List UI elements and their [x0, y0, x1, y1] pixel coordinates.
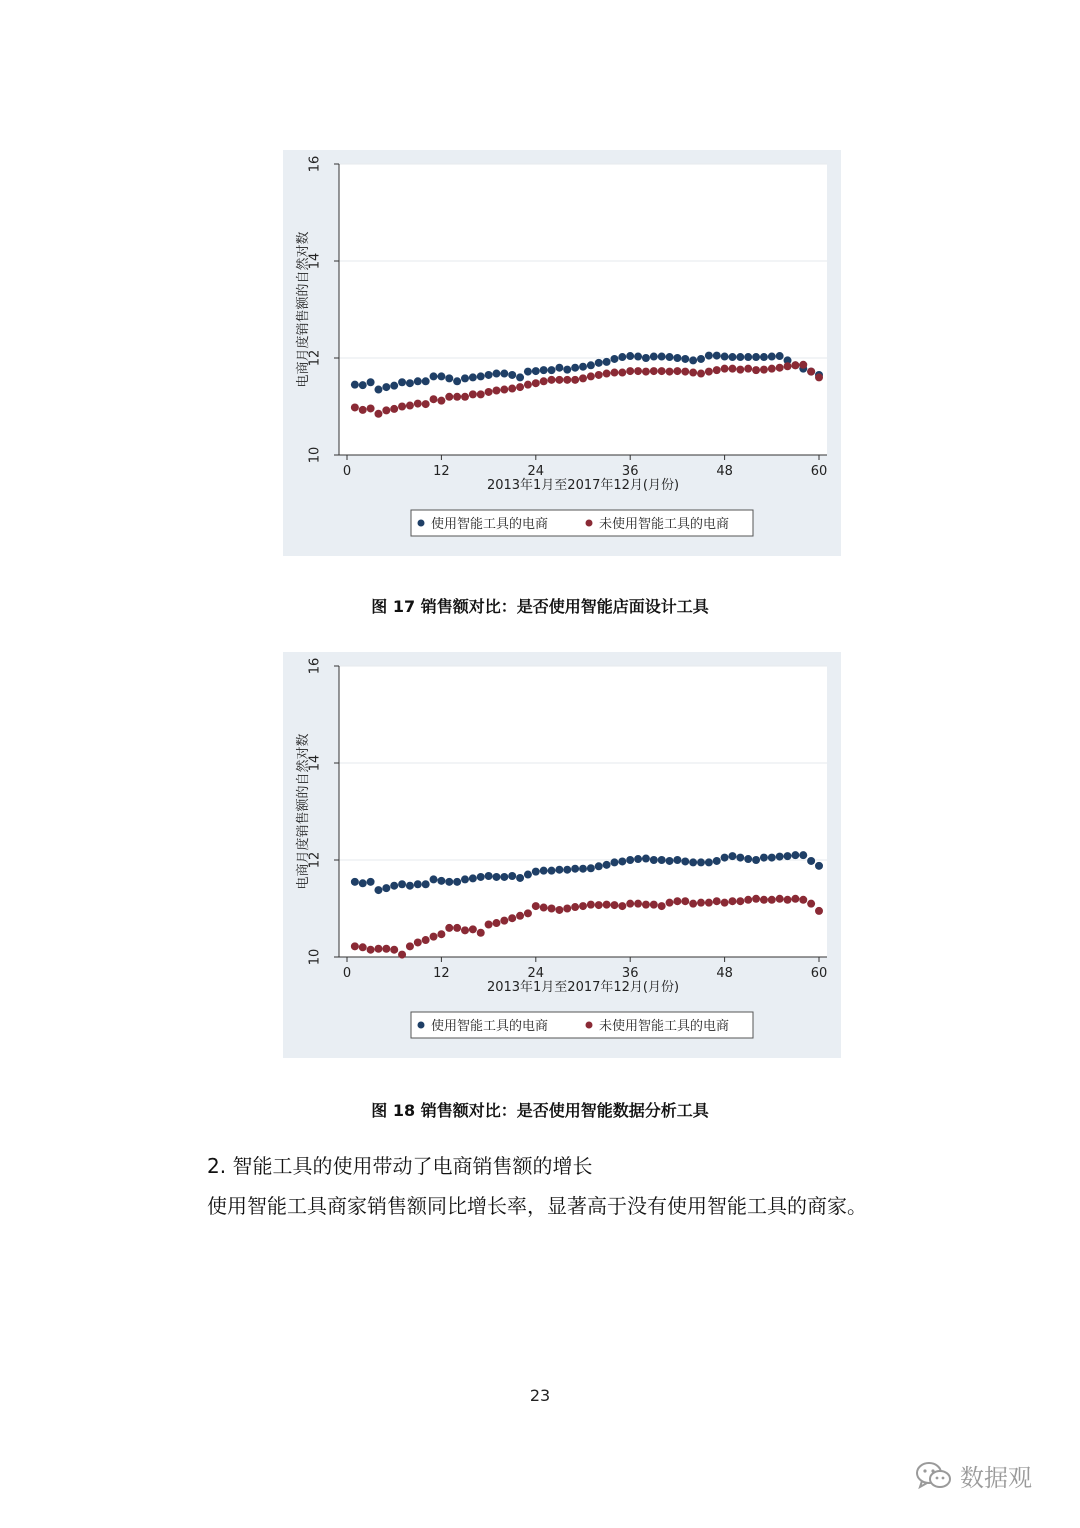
wechat-icon — [914, 1459, 954, 1493]
point-no-tools — [736, 366, 744, 374]
point-no-tools — [563, 905, 571, 913]
x-tick-label: 24 — [527, 464, 545, 479]
point-no-tools — [689, 900, 697, 908]
section-heading: 2. 智能工具的使用带动了电商销售额的增长 — [207, 1154, 593, 1178]
point-tools — [477, 372, 485, 380]
point-tools — [752, 856, 760, 864]
figure-18 — [283, 652, 841, 1058]
point-tools — [540, 366, 548, 374]
point-no-tools — [351, 942, 359, 950]
y-tick-label: 10 — [307, 446, 323, 464]
point-tools — [681, 857, 689, 865]
point-tools — [430, 875, 438, 883]
point-tools — [642, 855, 650, 863]
point-tools — [359, 381, 367, 389]
point-tools — [516, 373, 524, 381]
point-no-tools — [681, 368, 689, 376]
point-no-tools — [760, 366, 768, 374]
point-no-tools — [422, 400, 430, 408]
point-no-tools — [548, 905, 556, 913]
point-no-tools — [453, 924, 461, 932]
point-no-tools — [721, 365, 729, 373]
point-no-tools — [579, 902, 587, 910]
point-no-tools — [603, 370, 611, 378]
legend-marker-no-tools — [586, 1022, 593, 1029]
point-tools — [681, 355, 689, 363]
point-no-tools — [768, 365, 776, 373]
chart-17 — [283, 150, 841, 556]
point-tools — [650, 353, 658, 361]
point-tools — [705, 352, 713, 360]
point-tools — [532, 868, 540, 876]
legend-label-tools: 使用智能工具的电商 — [431, 1019, 549, 1034]
point-tools — [540, 867, 548, 875]
x-tick-label: 48 — [716, 464, 733, 479]
point-tools — [807, 857, 815, 865]
point-tools — [461, 875, 469, 883]
point-tools — [532, 367, 540, 375]
chart-18 — [283, 652, 841, 1058]
point-tools — [728, 353, 736, 361]
figure-caption-18: 图 18 销售额对比：是否使用智能数据分析工具 — [371, 1101, 709, 1120]
point-no-tools — [760, 896, 768, 904]
point-no-tools — [595, 371, 603, 379]
point-tools — [485, 371, 493, 379]
page-number: 23 — [529, 1386, 551, 1405]
point-tools — [673, 354, 681, 362]
point-tools — [760, 854, 768, 862]
point-tools — [469, 874, 477, 882]
point-tools — [776, 352, 784, 360]
point-tools — [469, 373, 477, 381]
point-tools — [524, 871, 532, 879]
point-no-tools — [406, 402, 414, 410]
chart-legend — [411, 510, 753, 536]
point-tools — [587, 361, 595, 369]
point-no-tools — [587, 372, 595, 380]
point-tools — [610, 858, 618, 866]
point-tools — [658, 353, 666, 361]
point-no-tools — [500, 917, 508, 925]
y-tick-label: 12 — [307, 349, 323, 367]
point-no-tools — [351, 403, 359, 411]
point-tools — [618, 857, 626, 865]
point-tools — [642, 354, 650, 362]
point-no-tools — [642, 368, 650, 376]
point-no-tools — [603, 901, 611, 909]
figure-caption-17: 图 17 销售额对比：是否使用智能店面设计工具 — [371, 597, 709, 616]
point-no-tools — [571, 903, 579, 911]
point-tools — [697, 355, 705, 363]
x-tick-label: 60 — [810, 966, 828, 981]
point-tools — [422, 377, 430, 385]
y-tick-label: 14 — [307, 754, 323, 772]
point-tools — [610, 355, 618, 363]
point-no-tools — [650, 367, 658, 375]
point-no-tools — [492, 919, 500, 927]
point-no-tools — [776, 364, 784, 372]
point-no-tools — [776, 895, 784, 903]
point-no-tools — [666, 899, 674, 907]
point-tools — [445, 374, 453, 382]
point-no-tools — [658, 902, 666, 910]
point-no-tools — [485, 388, 493, 396]
point-no-tools — [571, 376, 579, 384]
point-tools — [382, 884, 390, 892]
point-tools — [414, 377, 422, 385]
point-no-tools — [540, 377, 548, 385]
x-tick-label: 24 — [527, 966, 545, 981]
point-no-tools — [587, 901, 595, 909]
point-tools — [603, 861, 611, 869]
legend-label-tools: 使用智能工具的电商 — [431, 517, 549, 532]
point-tools — [768, 854, 776, 862]
point-tools — [422, 880, 430, 888]
point-tools — [500, 370, 508, 378]
point-tools — [666, 353, 674, 361]
point-no-tools — [398, 403, 406, 411]
point-tools — [697, 858, 705, 866]
x-tick-label: 60 — [810, 464, 828, 479]
point-tools — [367, 878, 375, 886]
point-no-tools — [721, 899, 729, 907]
point-no-tools — [469, 390, 477, 398]
point-tools — [689, 356, 697, 364]
point-tools — [359, 879, 367, 887]
point-tools — [666, 857, 674, 865]
point-tools — [430, 372, 438, 380]
point-tools — [713, 857, 721, 865]
point-no-tools — [697, 899, 705, 907]
point-tools — [626, 352, 634, 360]
point-tools — [485, 872, 493, 880]
plot-area — [339, 666, 827, 957]
point-no-tools — [744, 365, 752, 373]
point-tools — [799, 851, 807, 859]
point-no-tools — [524, 909, 532, 917]
y-tick-label: 16 — [307, 657, 323, 675]
point-no-tools — [626, 367, 634, 375]
point-no-tools — [807, 368, 815, 376]
point-tools — [508, 872, 516, 880]
point-tools — [618, 353, 626, 361]
point-no-tools — [532, 902, 540, 910]
point-no-tools — [610, 369, 618, 377]
point-tools — [374, 886, 382, 894]
point-tools — [721, 353, 729, 361]
point-no-tools — [791, 895, 799, 903]
x-tick-label: 12 — [433, 464, 450, 479]
point-no-tools — [461, 926, 469, 934]
point-tools — [500, 873, 508, 881]
point-no-tools — [744, 896, 752, 904]
point-tools — [382, 383, 390, 391]
point-tools — [791, 851, 799, 859]
point-no-tools — [768, 896, 776, 904]
x-tick-label: 12 — [433, 966, 450, 981]
point-no-tools — [398, 951, 406, 959]
chart-legend — [411, 1012, 753, 1038]
x-tick-label: 36 — [621, 966, 639, 981]
point-no-tools — [807, 900, 815, 908]
point-tools — [713, 352, 721, 360]
point-no-tools — [634, 900, 642, 908]
point-no-tools — [406, 942, 414, 950]
x-tick-label: 48 — [716, 966, 733, 981]
point-tools — [650, 856, 658, 864]
point-no-tools — [815, 907, 823, 915]
x-tick-label: 0 — [342, 464, 352, 479]
point-no-tools — [445, 924, 453, 932]
point-no-tools — [532, 379, 540, 387]
point-tools — [563, 366, 571, 374]
point-no-tools — [595, 901, 603, 909]
point-tools — [736, 854, 744, 862]
point-tools — [477, 873, 485, 881]
point-tools — [744, 855, 752, 863]
point-no-tools — [485, 921, 493, 929]
point-no-tools — [492, 386, 500, 394]
point-no-tools — [359, 406, 367, 414]
x-tick-label: 0 — [342, 966, 352, 981]
legend-label-no-tools: 未使用智能工具的电商 — [599, 517, 730, 532]
figure-17 — [283, 150, 841, 556]
plot-area — [339, 164, 827, 455]
point-no-tools — [461, 393, 469, 401]
point-tools — [634, 353, 642, 361]
x-axis-title: 2013年1月至2017年12月(月份) — [486, 980, 680, 995]
point-tools — [492, 370, 500, 378]
point-no-tools — [555, 906, 563, 914]
point-no-tools — [548, 376, 556, 384]
point-tools — [736, 353, 744, 361]
point-no-tools — [437, 930, 445, 938]
point-no-tools — [689, 369, 697, 377]
point-tools — [744, 353, 752, 361]
point-no-tools — [610, 901, 618, 909]
x-tick-label: 36 — [621, 464, 639, 479]
point-tools — [752, 353, 760, 361]
point-no-tools — [697, 370, 705, 378]
y-tick-label: 12 — [307, 851, 323, 869]
point-no-tools — [658, 367, 666, 375]
point-no-tools — [374, 945, 382, 953]
point-tools — [603, 358, 611, 366]
point-no-tools — [508, 385, 516, 393]
point-no-tools — [563, 376, 571, 384]
point-tools — [390, 382, 398, 390]
point-tools — [453, 878, 461, 886]
point-tools — [815, 862, 823, 870]
point-no-tools — [752, 366, 760, 374]
point-tools — [508, 371, 516, 379]
point-tools — [705, 858, 713, 866]
point-tools — [398, 880, 406, 888]
point-no-tools — [752, 895, 760, 903]
point-tools — [721, 854, 729, 862]
point-no-tools — [799, 896, 807, 904]
point-no-tools — [713, 897, 721, 905]
point-no-tools — [382, 406, 390, 414]
point-tools — [351, 878, 359, 886]
point-no-tools — [634, 367, 642, 375]
legend-marker-tools — [418, 1022, 425, 1029]
watermark — [914, 1458, 1032, 1493]
point-no-tools — [791, 361, 799, 369]
point-tools — [461, 374, 469, 382]
point-no-tools — [799, 361, 807, 369]
point-tools — [760, 353, 768, 361]
point-no-tools — [414, 938, 422, 946]
point-tools — [595, 862, 603, 870]
point-tools — [351, 381, 359, 389]
point-tools — [548, 867, 556, 875]
point-no-tools — [579, 374, 587, 382]
point-no-tools — [477, 390, 485, 398]
point-no-tools — [430, 933, 438, 941]
point-no-tools — [524, 381, 532, 389]
point-no-tools — [736, 897, 744, 905]
point-no-tools — [390, 946, 398, 954]
point-tools — [555, 866, 563, 874]
point-tools — [555, 364, 563, 372]
point-no-tools — [705, 368, 713, 376]
x-axis-title: 2013年1月至2017年12月(月份) — [486, 478, 680, 493]
point-no-tools — [382, 945, 390, 953]
point-no-tools — [642, 901, 650, 909]
point-tools — [406, 379, 414, 387]
section-body: 使用智能工具商家销售额同比增长率，显著高于没有使用智能工具的商家。 — [207, 1194, 867, 1218]
point-no-tools — [422, 936, 430, 944]
point-no-tools — [430, 395, 438, 403]
point-no-tools — [681, 897, 689, 905]
point-tools — [571, 364, 579, 372]
point-no-tools — [414, 400, 422, 408]
point-tools — [374, 386, 382, 394]
point-no-tools — [705, 899, 713, 907]
point-no-tools — [516, 912, 524, 920]
point-no-tools — [784, 362, 792, 370]
point-tools — [563, 866, 571, 874]
legend-marker-tools — [418, 520, 425, 527]
point-no-tools — [728, 897, 736, 905]
point-tools — [390, 882, 398, 890]
point-tools — [516, 874, 524, 882]
point-no-tools — [453, 393, 461, 401]
point-no-tools — [508, 914, 516, 922]
point-tools — [784, 852, 792, 860]
point-tools — [437, 372, 445, 380]
y-tick-label: 16 — [307, 155, 323, 173]
point-no-tools — [728, 365, 736, 373]
point-no-tools — [555, 376, 563, 384]
point-tools — [437, 877, 445, 885]
point-no-tools — [359, 943, 367, 951]
legend-label-no-tools: 未使用智能工具的电商 — [599, 1019, 730, 1034]
point-no-tools — [784, 896, 792, 904]
point-tools — [595, 359, 603, 367]
point-no-tools — [469, 925, 477, 933]
point-no-tools — [673, 367, 681, 375]
point-tools — [492, 873, 500, 881]
point-tools — [579, 865, 587, 873]
point-no-tools — [618, 902, 626, 910]
point-tools — [367, 378, 375, 386]
point-no-tools — [815, 373, 823, 381]
point-no-tools — [437, 397, 445, 405]
watermark-text: 数据观 — [960, 1464, 1032, 1492]
point-tools — [768, 353, 776, 361]
point-no-tools — [713, 366, 721, 374]
point-tools — [658, 856, 666, 864]
point-tools — [634, 855, 642, 863]
point-no-tools — [477, 929, 485, 937]
point-tools — [398, 378, 406, 386]
point-no-tools — [618, 369, 626, 377]
point-tools — [406, 882, 414, 890]
point-no-tools — [673, 897, 681, 905]
point-tools — [548, 366, 556, 374]
point-no-tools — [540, 904, 548, 912]
point-no-tools — [666, 368, 674, 376]
y-axis-title: 电商月度销售额的自然对数 — [296, 733, 311, 890]
y-tick-label: 10 — [307, 948, 323, 966]
point-tools — [673, 856, 681, 864]
point-tools — [587, 864, 595, 872]
point-tools — [445, 878, 453, 886]
point-tools — [728, 852, 736, 860]
point-tools — [571, 865, 579, 873]
point-tools — [414, 880, 422, 888]
legend-marker-no-tools — [586, 520, 593, 527]
point-tools — [626, 856, 634, 864]
point-no-tools — [390, 405, 398, 413]
point-tools — [579, 363, 587, 371]
point-no-tools — [650, 901, 658, 909]
point-no-tools — [516, 383, 524, 391]
point-no-tools — [367, 946, 375, 954]
point-no-tools — [367, 404, 375, 412]
point-no-tools — [445, 393, 453, 401]
point-no-tools — [374, 410, 382, 418]
point-no-tools — [500, 386, 508, 394]
point-tools — [524, 368, 532, 376]
point-no-tools — [626, 900, 634, 908]
point-tools — [689, 858, 697, 866]
y-tick-label: 14 — [307, 252, 323, 270]
y-axis-title: 电商月度销售额的自然对数 — [296, 231, 311, 388]
point-tools — [453, 377, 461, 385]
point-tools — [776, 853, 784, 861]
